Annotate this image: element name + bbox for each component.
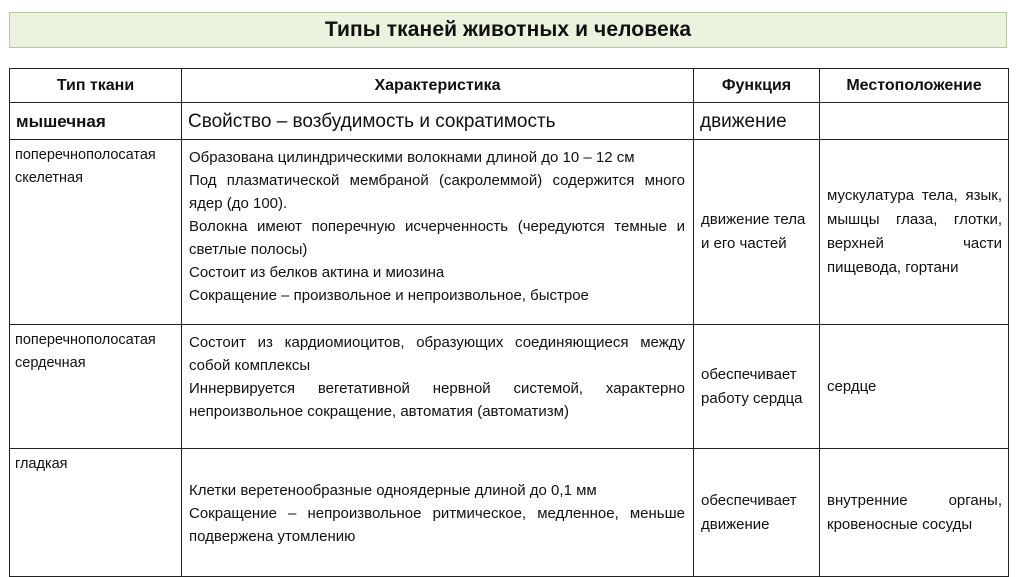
cell-location xyxy=(820,103,1009,140)
cell-type xyxy=(10,140,182,325)
cell-function: обеспечивает движение xyxy=(694,449,820,577)
characteristic-line: Состоит из белков актина и миозина xyxy=(189,264,445,281)
characteristic-line: Состоит из кардиомиоцитов, образующих соединяющиеся между собой комплексы xyxy=(189,334,685,374)
type-line: поперечнополосатая xyxy=(15,147,156,163)
header-row xyxy=(10,69,1009,103)
tissue-table xyxy=(9,68,1009,577)
cell-location: внутренние органы, кровеносные сосуды xyxy=(820,449,1009,577)
cell-location: сердце xyxy=(820,325,1009,449)
cell-function: обеспечивает работу сердца xyxy=(694,325,820,449)
type-line: скелетная xyxy=(15,170,83,186)
characteristic-line: Клетки веретенообразные одноядерные длиной до 0,1 мм xyxy=(189,482,597,499)
cell-type: мышечная xyxy=(10,103,182,140)
type-line: сердечная xyxy=(15,355,86,371)
cell-characteristic xyxy=(182,325,694,449)
characteristic-line: Образована цилиндрическими волокнами длиной до 10 – 12 см xyxy=(189,149,635,166)
cell-location: мускулатура тела, язык, мышцы глаза, глотки, верхней части пищевода, гортани xyxy=(820,140,1009,325)
title-banner xyxy=(9,12,1007,48)
cell-function: движение xyxy=(694,103,820,140)
characteristic-line: Сокращение – произвольное и непроизвольное, быстрое xyxy=(189,287,589,304)
characteristic-line: Сокращение – непроизвольное ритмическое, медленное, меньше подвержена утомлению xyxy=(189,505,685,545)
cell-characteristic: Свойство – возбудимость и сократимость xyxy=(182,103,694,140)
header-location: Местоположение xyxy=(820,69,1009,103)
table-row-cardiac xyxy=(10,325,1009,449)
cell-characteristic xyxy=(182,140,694,325)
cell-characteristic xyxy=(182,449,694,577)
table-row-skeletal xyxy=(10,140,1009,325)
header-function: Функция xyxy=(694,69,820,103)
header-characteristic: Характеристика xyxy=(182,69,694,103)
characteristic-line: Под плазматической мембраной (сакролеммой) содержится много ядер (до 100). xyxy=(189,172,685,212)
characteristic-line: Иннервируется вегетативной нервной системой, характерно непроизвольное сокращение, автоматия (автоматизм) xyxy=(189,380,685,420)
table-row-muscle xyxy=(10,103,1009,140)
type-line: гладкая xyxy=(15,456,68,472)
cell-function: движение тела и его частей xyxy=(694,140,820,325)
characteristic-line: Волокна имеют поперечную исчерченность (чередуются темные и светлые полосы) xyxy=(189,218,685,258)
type-line: поперечнополосатая xyxy=(15,332,156,348)
table-row-smooth xyxy=(10,449,1009,577)
header-type: Тип ткани xyxy=(10,69,182,103)
cell-type xyxy=(10,449,182,577)
page-title: Типы тканей животных и человека xyxy=(324,18,692,41)
cell-type xyxy=(10,325,182,449)
